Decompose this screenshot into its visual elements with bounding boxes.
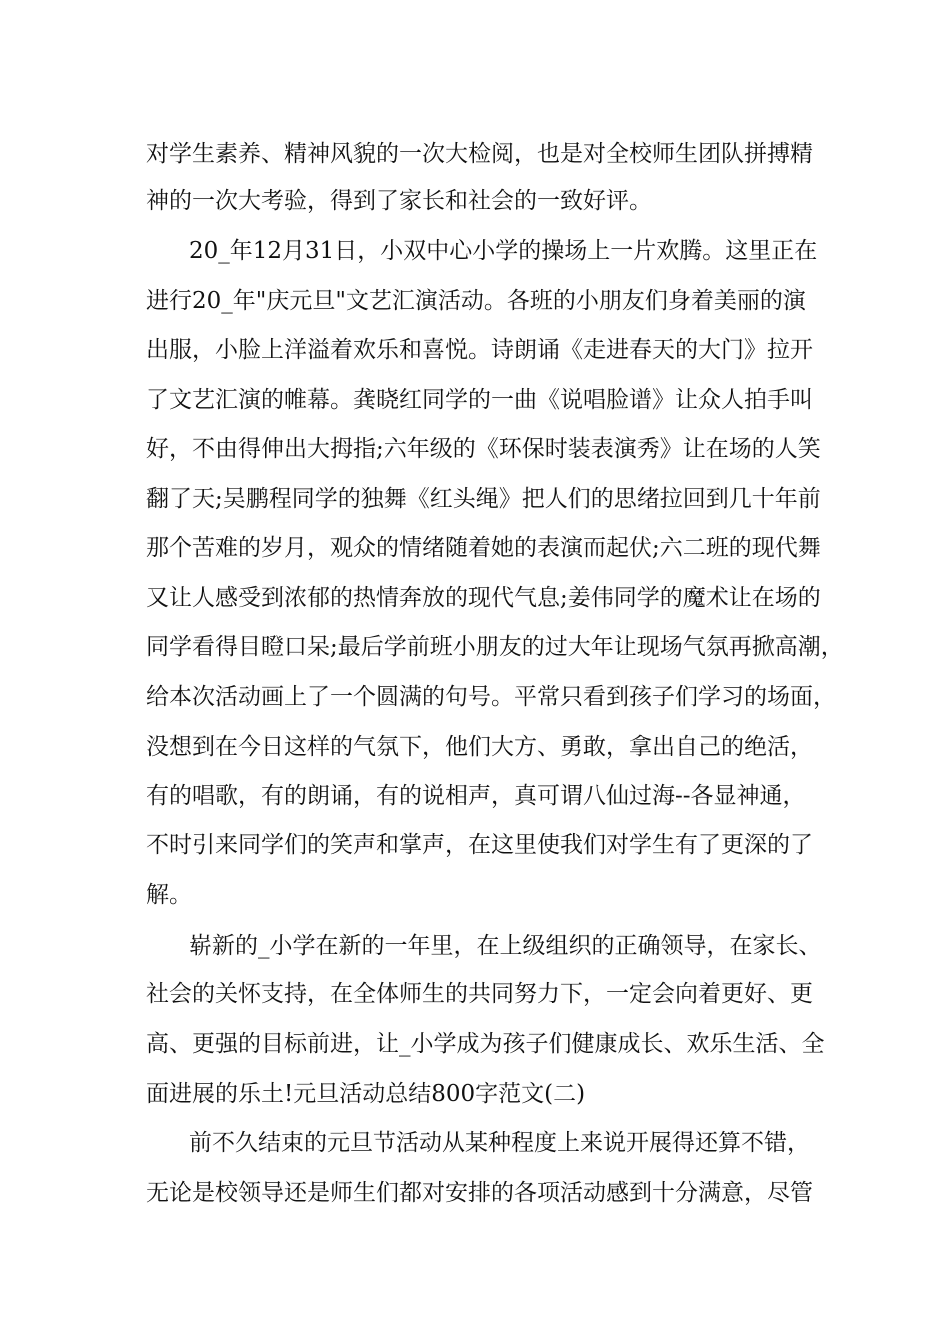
text-line: 社会的关怀支持，在全体师生的共同努力下，一定会向着更好、更 — [146, 981, 813, 1007]
text-line: 面进展的乐土!元旦活动总结800字范文(二) — [146, 1081, 586, 1107]
text-line: 崭新的_小学在新的一年里，在上级组织的正确领导，在家长、 — [189, 933, 822, 959]
text-line: 好，不由得伸出大拇指;六年级的《环保时装表演秀》让在场的人笑 — [146, 436, 821, 462]
text-line: 高、更强的目标前进，让_小学成为孩子们健康成长、欢乐生活、全 — [146, 1031, 825, 1057]
text-line: 出服，小脸上洋溢着欢乐和喜悦。诗朗诵《走进春天的大门》拉开 — [146, 337, 813, 363]
text-line: 同学看得目瞪口呆;最后学前班小朋友的过大年让现场气氛再掀高潮， — [146, 634, 844, 660]
text-line: 无论是校领导还是师生们都对安排的各项活动感到十分满意，尽管 — [146, 1180, 813, 1206]
text-line: 没想到在今日这样的气氛下，他们大方、勇敢，拿出自己的绝活， — [146, 734, 813, 760]
text-line: 20_年12月31日，小双中心小学的操场上一片欢腾。这里正在 — [189, 238, 818, 264]
text-line: 神的一次大考验，得到了家长和社会的一致好评。 — [146, 188, 652, 214]
text-line: 给本次活动画上了一个圆满的句号。平常只看到孩子们学习的场面， — [146, 684, 836, 710]
text-line: 又让人感受到浓郁的热情奔放的现代气息;姜伟同学的魔术让在场的 — [146, 585, 821, 611]
text-line: 解。 — [146, 882, 192, 908]
text-line: 前不久结束的元旦节活动从某种程度上来说开展得还算不错， — [189, 1130, 810, 1156]
text-line: 那个苦难的岁月，观众的情绪随着她的表演而起伏;六二班的现代舞 — [146, 535, 821, 561]
text-line: 有的唱歌，有的朗诵，有的说相声，真可谓八仙过海--各显神通， — [146, 783, 806, 809]
text-line: 对学生素养、精神风貌的一次大检阅，也是对全校师生团队拼搏精 — [146, 141, 813, 167]
text-line: 不时引来同学们的笑声和掌声，在这里使我们对学生有了更深的了 — [146, 832, 813, 858]
text-line: 了文艺汇演的帷幕。龚晓红同学的一曲《说唱脸谱》让众人拍手叫 — [146, 387, 813, 413]
text-line: 进行20_年"庆元旦"文艺汇演活动。各班的小朋友们身着美丽的演 — [146, 288, 806, 314]
text-line: 翻了天;吴鹏程同学的独舞《红头绳》把人们的思绪拉回到几十年前 — [146, 486, 821, 512]
